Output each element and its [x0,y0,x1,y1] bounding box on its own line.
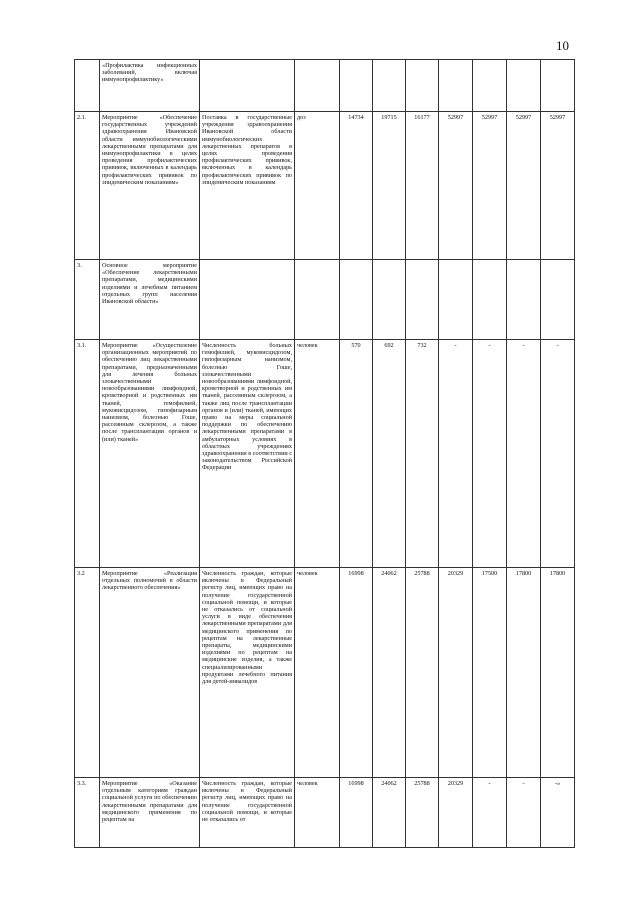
value-cell: 20329 [439,568,473,778]
value-cell: 17800 [541,568,575,778]
table-row [75,60,575,112]
table-row [75,112,575,260]
value-cell: 692 [373,340,406,568]
table-row [75,568,575,778]
indicator-name-cell: Численность больных гемофилией, муковисцидозом, гипофизарным нанизмом, болезнью Гоше, злокачественными новообразованиями лимфоидной, кроветворной и родственных им тканей, рассеянным склерозом, а также лиц после трансплантации органов и (или) тканей, имеющих право на меры социальной поддержки по обеспечению лекарственными препаратами в амбулаторных условиях в областных учреждениях здравоохранения в соответствии с законодательством Российской Федерации [200,340,295,568]
value-cell [373,260,406,340]
value-cell [439,60,473,112]
value-cell [541,60,575,112]
value-cell: 17800 [507,568,541,778]
row-number-cell [75,60,100,112]
indicator-name-cell [200,260,295,340]
table-row [75,778,575,848]
value-cell: - [541,340,575,568]
value-cell: 25788 [406,568,439,778]
row-number-cell: 3.2 [75,568,100,778]
value-cell: 17500 [473,568,507,778]
value-cell [373,60,406,112]
page-number: 10 [556,38,569,53]
value-cell: 25788 [406,778,439,848]
value-cell: 16177 [406,112,439,260]
value-cell [541,260,575,340]
value-cell: 52997 [473,112,507,260]
value-cell [473,60,507,112]
row-number-cell: 3.3. [75,778,100,848]
event-name-cell: Мероприятие «Осуществление организационных мероприятий по обеспечению лиц лекарственными препаратами, предназначенными для лечения больных злокачественными новообразованиями лимфоидной, кроветворной и родственных им тканей, гемофилией, муковисцидозом, гипофизарным нанизмом, болезнью Гоше, рассеянным склерозом, а также после трансплантации органов и (или) тканей» [100,340,200,568]
table-row [75,340,575,568]
value-cell [406,260,439,340]
value-cell: - [439,340,473,568]
value-cell: 52997 [439,112,473,260]
indicator-name-cell: Численность граждан, которые включены в Федеральный регистр лиц, имеющих право на получение государственной социальной помощи, и которые не отказались от [200,778,295,848]
value-cell [507,60,541,112]
event-name-cell: Основное мероприятие «Обеспечение лекарственными препаратами, медицинскими изделиями и лечебным питанием отдельных групп населения Ивановской области» [100,260,200,340]
value-cell [507,260,541,340]
value-cell [340,260,373,340]
event-name-cell: Мероприятие «Оказание отдельным категориям граждан социальной услуги по обеспечению лекарственными препаратами для медицинского применения по рецептам на [100,778,200,848]
table-row [75,260,575,340]
value-cell: 16998 [340,568,373,778]
value-cell: - [473,340,507,568]
event-name-cell: Мероприятие «Обеспечение государственных учреждений здравоохранения Ивановской области иммунобиологическими лекарственными препаратами для иммунопрофилактики в целях проведения профилактических прививок, включенных в календарь профилактических прививок по эпидемическим показаниям» [100,112,200,260]
indicator-name-cell [200,60,295,112]
value-cell [340,60,373,112]
value-cell: 24062 [373,568,406,778]
unit-cell [295,60,340,112]
unit-cell: человек [295,778,340,848]
value-cell: 732 [406,340,439,568]
value-cell: - [507,778,541,848]
value-cell: 52997 [507,112,541,260]
indicator-name-cell: Численность граждан, которые включены в Федеральный регистр лиц, имеющих право на получение государственной социальной помощи, и которые не отказались от социальной услуги в виде обеспечения лекарственными препаратами для медицинского применения по рецептам на лекарственные препараты, медицинскими изделиями по рецептам на медицинские изделия, а также специализированными продуктами лечебного питания для детей-инвалидов [200,568,295,778]
value-cell: 14734 [340,112,373,260]
unit-cell [295,260,340,340]
event-name-cell: Мероприятие «Реализация отдельных полномочий в области лекарственного обеспечения» [100,568,200,778]
value-cell: 20329 [439,778,473,848]
unit-cell: доз [295,112,340,260]
unit-cell: человек [295,340,340,568]
row-number-cell: 3.1. [75,340,100,568]
row-number-cell: 3. [75,260,100,340]
row-number-cell: 2.1. [75,112,100,260]
indicator-name-cell: Поставка в государственные учреждения здравоохранения Ивановской области иммунобиологических лекарственных препаратов в целях проведения профилактических прививок, включенных в календарь профилактических прививок по эпидемическим показаниям [200,112,295,260]
value-cell [473,260,507,340]
value-cell: - [473,778,507,848]
value-cell [406,60,439,112]
program-indicators-table [74,59,575,848]
value-cell: 19715 [373,112,406,260]
value-cell: 570 [340,340,373,568]
unit-cell: человек [295,568,340,778]
value-cell: 16998 [340,778,373,848]
value-cell: 24062 [373,778,406,848]
value-cell [439,260,473,340]
event-name-cell: «Профилактика инфекционных заболеваний, включая иммунопрофилактику» [100,60,200,112]
value-cell: 52997 [541,112,575,260]
value-cell: -» [541,778,575,848]
value-cell: - [507,340,541,568]
